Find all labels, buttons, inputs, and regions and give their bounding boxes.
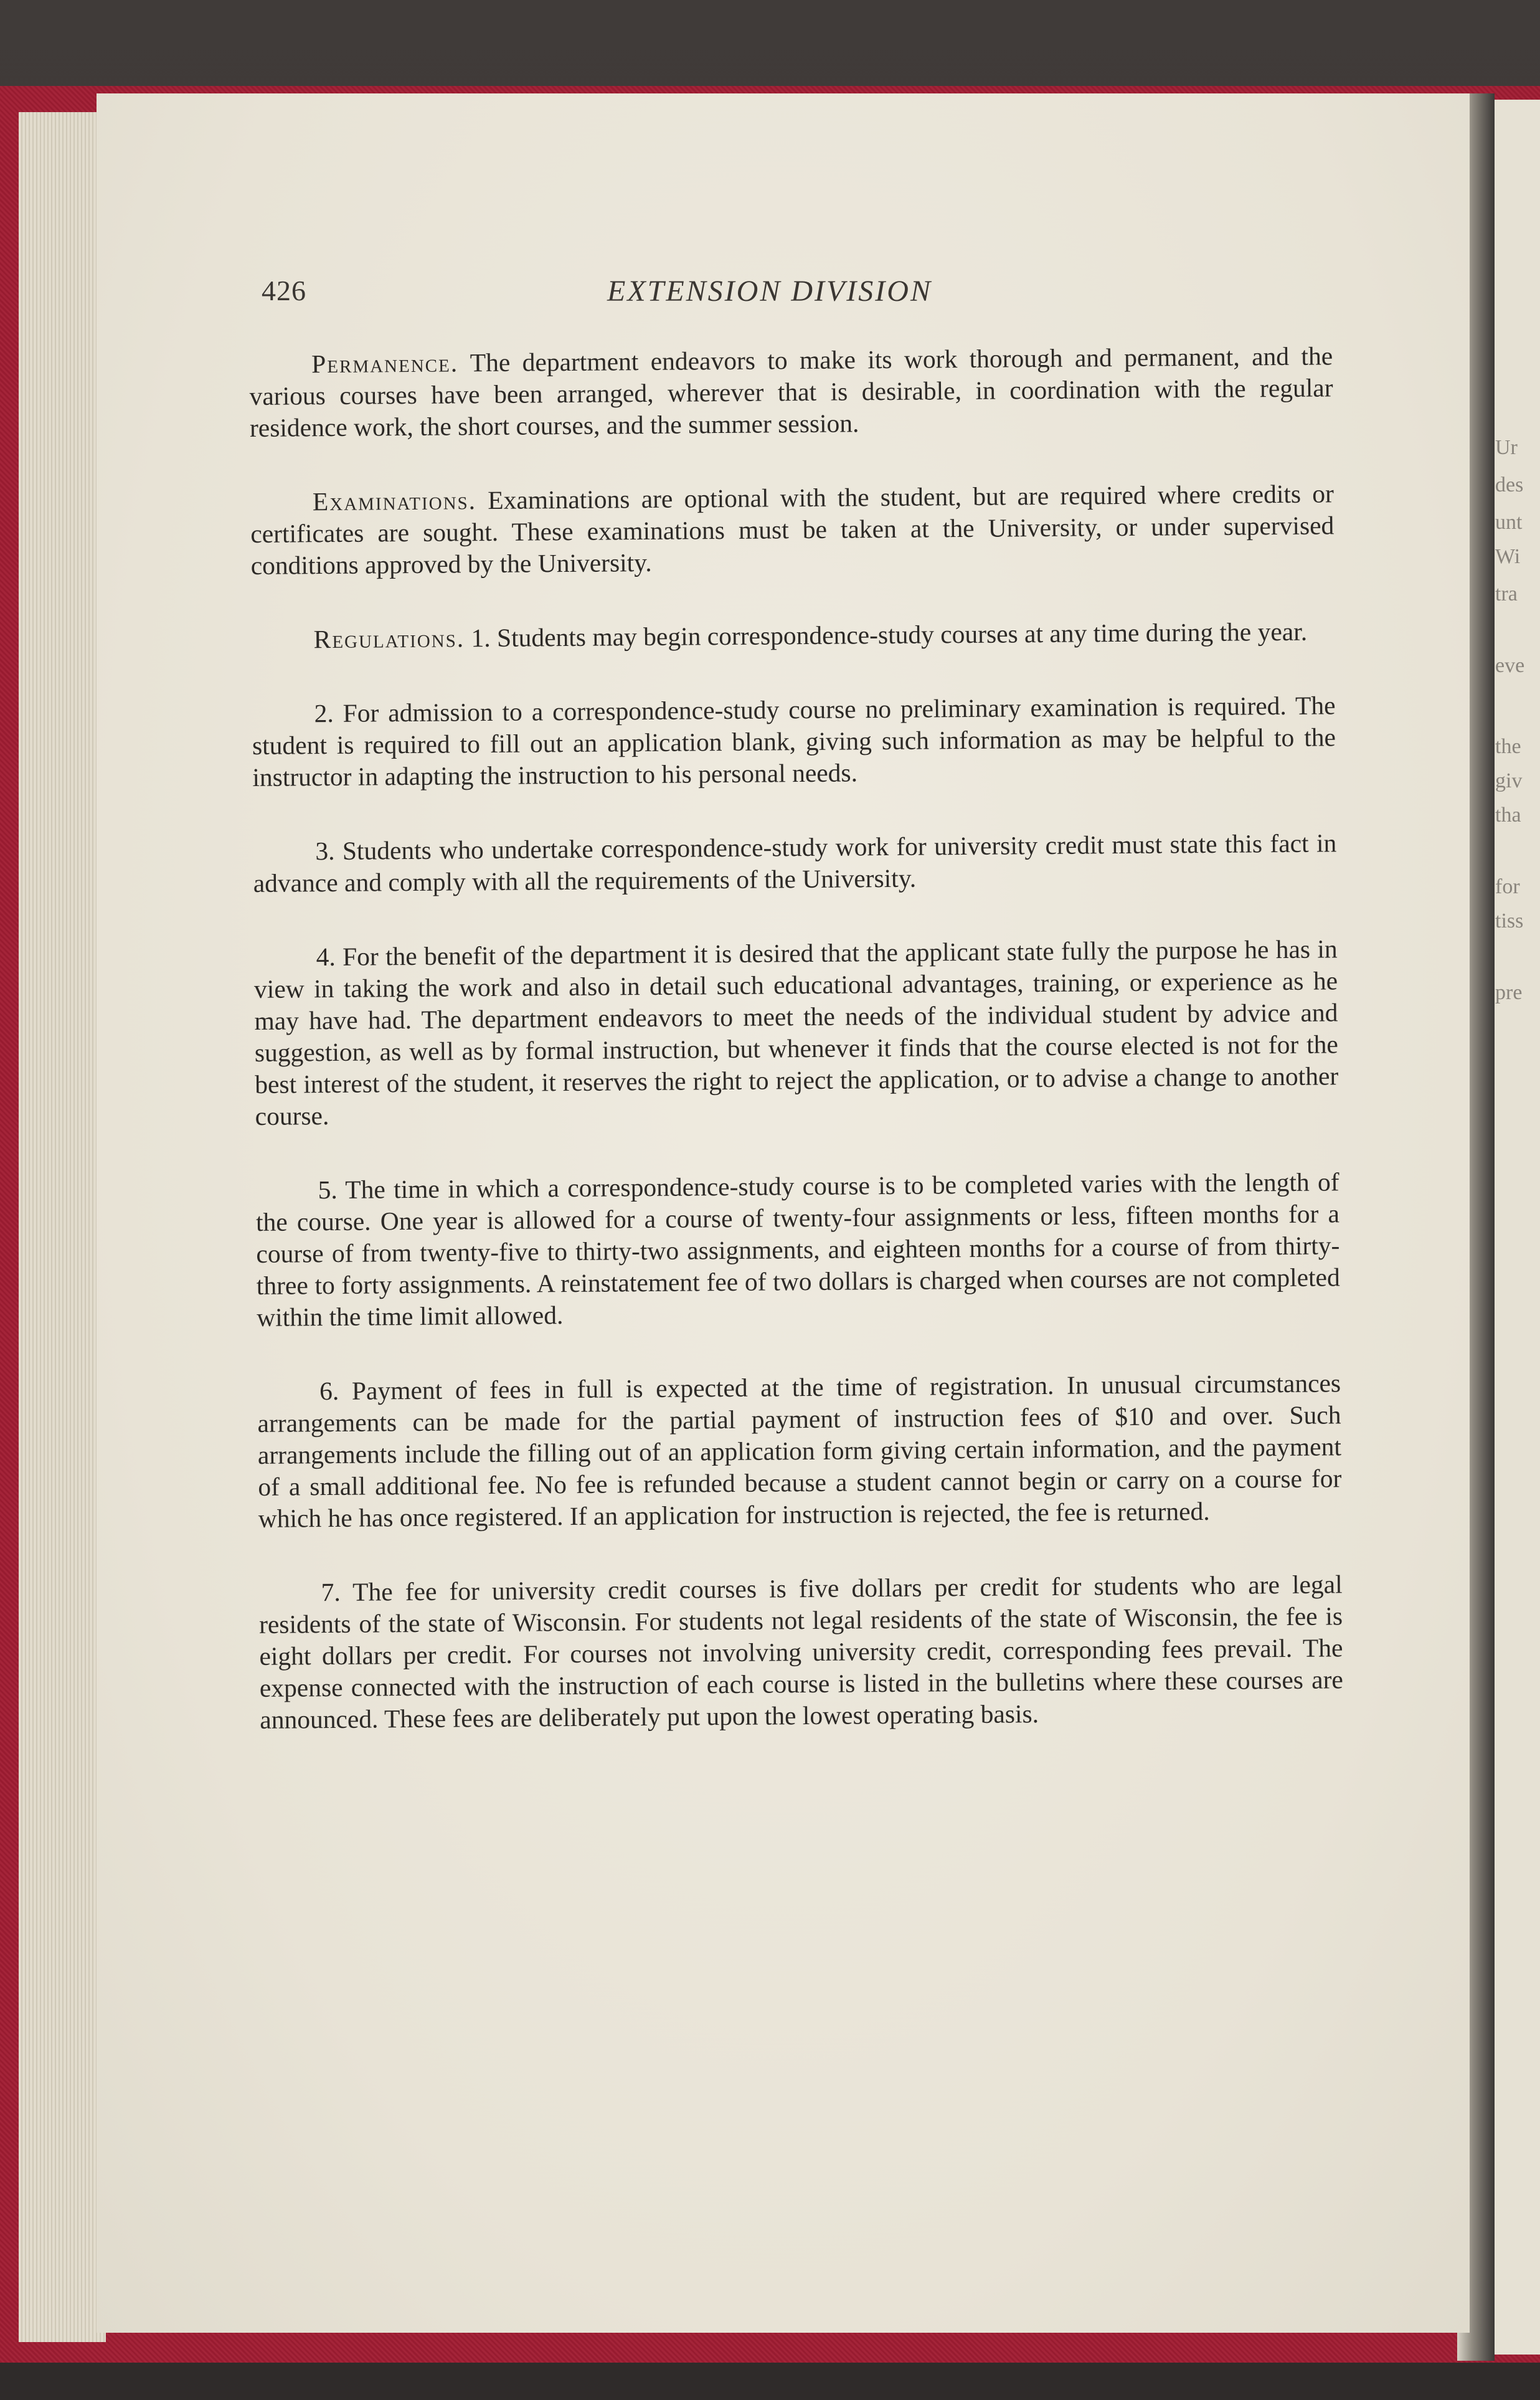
paragraph-text: The department endeavors to make its work thorough and permanent, and the various courses have been arranged, wherever that is desirable, in coordination with the regular residence work, the short courses, and the summer session. [249, 341, 1333, 442]
facing-page-fragment: tra [1495, 582, 1518, 605]
paragraph-text: 2. For admission to a correspondence-study course no preliminary examination is required. The student is required to fill out an application blank, giving such information as may be helpful to the instructor in adapting the instruction to his personal needs. [252, 691, 1336, 792]
facing-page-fragment: pre [1495, 981, 1523, 1004]
paragraph-lead: Permanence. [311, 348, 459, 379]
page-edges [19, 112, 106, 2342]
facing-page-fragment: Wi [1495, 545, 1521, 568]
facing-page-fragment: Ur [1495, 436, 1518, 459]
paragraph-text: 1. Students may begin correspondence-study courses at any time during the year. [464, 617, 1308, 653]
page-body [249, 340, 1344, 1778]
facing-page-fragment: des [1495, 473, 1524, 496]
facing-page-fragment: eve [1495, 654, 1525, 677]
paragraph-text: 5. The time in which a correspondence-study course is to be completed varies with the length of the course. One year is allowed for a course of twenty-four assignments or less, fifteen months for a course of from twenty-five to thirty-two assignments, and eighteen months for a course of from thirty-three to forty assignments. A reinstatement fee of two dollars is charged when courses are not completed within the time limit allowed. [255, 1167, 1340, 1332]
paragraph-text: 6. Payment of fees in full is expected at the time of registration. In unusual circumstances arrangements can be made for the partial payment of instruction fees of $10 and over. Such arrangements include the filling out of an application form giving certain information, and the payment of a small additional fee. No fee is refunded because a student cannot begin or carry on a course for which he has once registered. If an application for instruction is rejected, the fee is returned. [257, 1368, 1342, 1533]
facing-page-fragment: tiss [1495, 909, 1524, 932]
facing-page-fragment: giv [1495, 769, 1523, 792]
paragraph-text: 7. The fee for university credit courses is five dollars per credit for students who are legal residents of the state of Wisconsin. For students not legal residents of the state of Wisconsin, the fee is eight dollars per credit. For courses not involving university credit, corresponding fees prevail. The expense connected with the instruction of each course is listed in the bulletins where these courses are announced. These fees are deliberately put upon the lowest operating basis. [258, 1570, 1344, 1734]
paragraph-text: 3. Students who undertake correspondence-study work for university credit must state this fact in advance and comply with all the requirements of the University. [253, 828, 1337, 898]
paragraph-regulations [251, 615, 1335, 656]
paragraph-lead: Examinations. [312, 486, 477, 516]
facing-page-edge [1491, 100, 1540, 2355]
facing-page-fragment: the [1495, 735, 1521, 758]
paragraph-regulation-3 [253, 827, 1337, 899]
paragraph-permanence [249, 340, 1333, 444]
paragraph-regulation-2 [252, 690, 1336, 794]
page-number: 426 [262, 275, 306, 306]
facing-page-fragment: for [1495, 875, 1520, 898]
facing-page-fragment: tha [1495, 804, 1521, 827]
facing-page-fragment: unt [1495, 511, 1523, 534]
paragraph-regulation-5 [255, 1166, 1340, 1334]
running-title: EXTENSION DIVISION [607, 275, 932, 308]
paragraph-text: Examinations are optional with the student, but are required where credits or certificates are sought. These examinations must be taken at the University, or under supervised conditions approved by the University. [250, 479, 1335, 580]
paragraph-regulation-4 [253, 933, 1338, 1132]
paragraph-text: 4. For the benefit of the department it is desired that the applicant state fully the purpose he has in view in taking the work and also in detail such educational advantages, training, or experience as he may have had. The department endeavors to meet the needs of the individual student by advice and suggestion, as well as by formal instruction, but whenever it finds that the course elected is not for the best interest of the student, it reserves the right to reject the application, or to advise a change to another course. [253, 934, 1339, 1131]
paragraph-examinations [250, 478, 1335, 582]
paragraph-regulation-6 [257, 1367, 1342, 1535]
paragraph-regulation-7 [258, 1568, 1343, 1736]
paragraph-lead: Regulations. [313, 624, 465, 654]
